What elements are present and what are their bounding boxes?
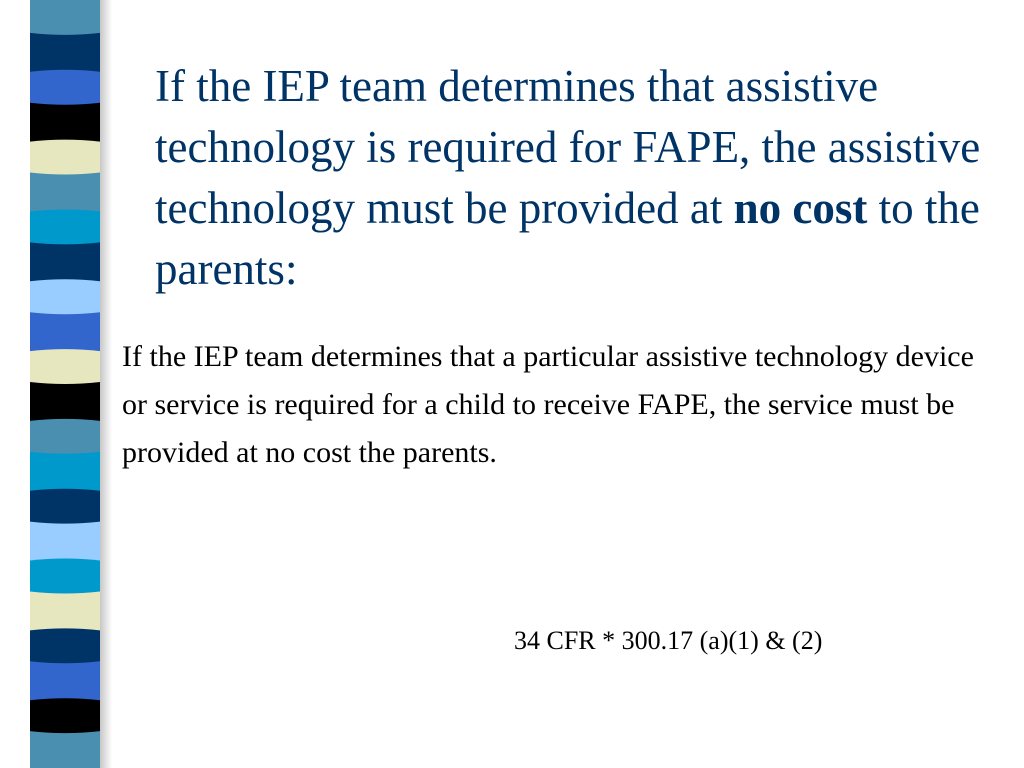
slide-title [155,56,995,300]
stripe-band [30,140,100,175]
title-text-end: to the parents: [155,183,980,294]
stripe-band [30,661,100,700]
stripe-band [30,312,100,351]
stripe-shadow [100,0,112,768]
stripe-band [30,242,100,281]
stripe-band [30,731,100,768]
stripe-band [30,349,100,384]
stripe-band [30,559,100,595]
stripe-band [30,33,100,72]
stripe-band [30,452,100,491]
stripe-band [30,103,100,142]
stripe-band [30,592,100,631]
citation: 34 CFR * 300.17 (a)(1) & (2) [514,626,823,655]
stripe-band [30,279,100,314]
stripe-band [30,173,100,213]
title-text: If the IEP team determines that assistive technology is required for FAPE, the assistive technology must be provided at [155,61,981,233]
decorative-stripe [30,0,100,768]
stripe-band [30,489,100,524]
stripe-band [30,628,100,663]
stripe-band [30,0,100,35]
body-paragraph: If the IEP team determines that a particular assistive technology device or service is required for a child to receive FAPE, the service must be provided at no cost the parents. [122,340,974,469]
title-emphasis: no cost [733,183,868,233]
stripe-band [30,210,100,245]
stripe-band [30,70,100,105]
stripe-band [30,522,100,561]
stripe-band [30,382,100,421]
stripe-band [30,419,100,454]
stripe-band [30,698,100,733]
